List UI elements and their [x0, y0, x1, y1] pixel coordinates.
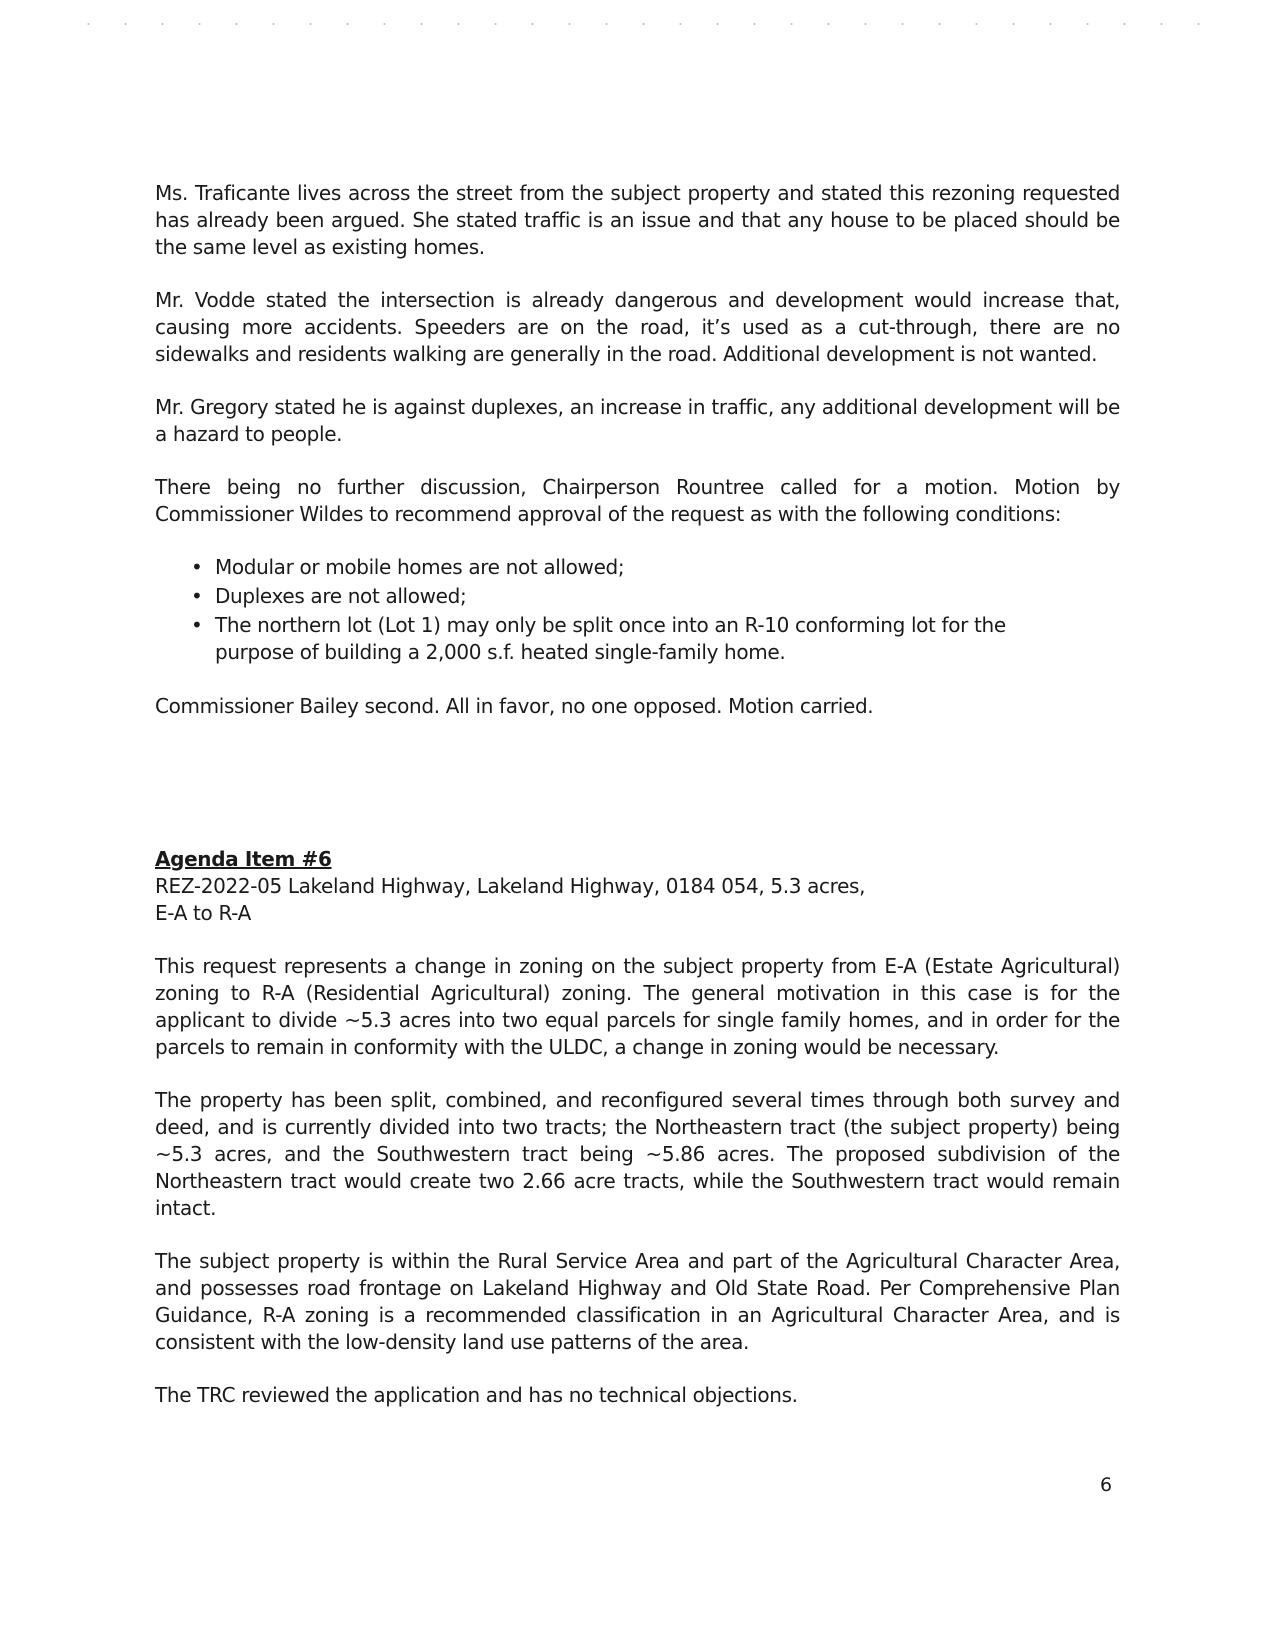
condition-text: The northern lot (Lot 1) may only be split once into an R-10 conforming lot for the purpose of building a 2,000 s.f. heated single-family home.: [215, 613, 1006, 664]
case-line-1: REZ-2022-05 Lakeland Highway, Lakeland Highway, 0184 054, 5.3 acres,: [155, 874, 866, 898]
paragraph-vodde: Mr. Vodde stated the intersection is already dangerous and development would increase that, causing more accidents. Speeders are on the road, it’s used as a cut-through, there are no sidewalks and residents walking are generally in the road. Additional development is not wanted.: [155, 288, 1120, 366]
paragraph-request: This request represents a change in zoning on the subject property from E-A (Estate Agricultural) zoning to R-A (Residential Agricultural) zoning. The general motivation in this case is for the applicant to divide ~5.3 acres into two equal parcels for single family homes, and in order for the parcels to remain in conformity with the ULDC, a change in zoning would be necessary.: [155, 954, 1120, 1059]
page-number: 6: [1100, 1474, 1113, 1496]
conditions-list: [155, 554, 1035, 666]
list-item: [191, 612, 1035, 666]
scan-artifact-strip: [70, 22, 1200, 26]
paragraph-service-area: The subject property is within the Rural Service Area and part of the Agricultural Character Area, and possesses road frontage on Lakeland Highway and Old State Road. Per Comprehensive Plan Guidance, R-A zoning is a recommended classification in an Agricultural Character Area, and is consistent with the low-density land use patterns of the area.: [155, 1249, 1120, 1354]
agenda-item-heading: Agenda Item #6: [155, 847, 332, 871]
list-item: [191, 554, 1035, 581]
condition-text: Duplexes are not allowed;: [215, 584, 467, 608]
page-body: [155, 180, 1120, 1435]
list-item: [191, 583, 1035, 610]
paragraph-trc: The TRC reviewed the application and has no technical objections.: [155, 1383, 798, 1407]
bullet-icon: •: [191, 555, 203, 579]
condition-text: Modular or mobile homes are not allowed;: [215, 555, 625, 579]
case-line-2: E-A to R-A: [155, 901, 251, 925]
paragraph-motion: There being no further discussion, Chairperson Rountree called for a motion. Motion by Commissioner Wildes to recommend approval of the request as with the following conditions:: [155, 475, 1120, 526]
bullet-icon: •: [191, 613, 203, 637]
motion-result: Commissioner Bailey second. All in favor, no one opposed. Motion carried.: [155, 694, 874, 718]
section-spacer: [155, 746, 1120, 846]
paragraph-traficante: Ms. Traficante lives across the street from the subject property and stated this rezoning requested has already been argued. She stated traffic is an issue and that any house to be placed should be the same level as existing homes.: [155, 181, 1120, 259]
paragraph-gregory: Mr. Gregory stated he is against duplexes, an increase in traffic, any additional development will be a hazard to people.: [155, 395, 1120, 446]
bullet-icon: •: [191, 584, 203, 608]
paragraph-property-history: The property has been split, combined, and reconfigured several times through both survey and deed, and is currently divided into two tracts; the Northeastern tract (the subject property) being ~5.3 acres, and the Southwestern tract being ~5.86 acres. The proposed subdivision of the Northeastern tract would create two 2.66 acre tracts, while the Southwestern tract would remain intact.: [155, 1088, 1120, 1220]
